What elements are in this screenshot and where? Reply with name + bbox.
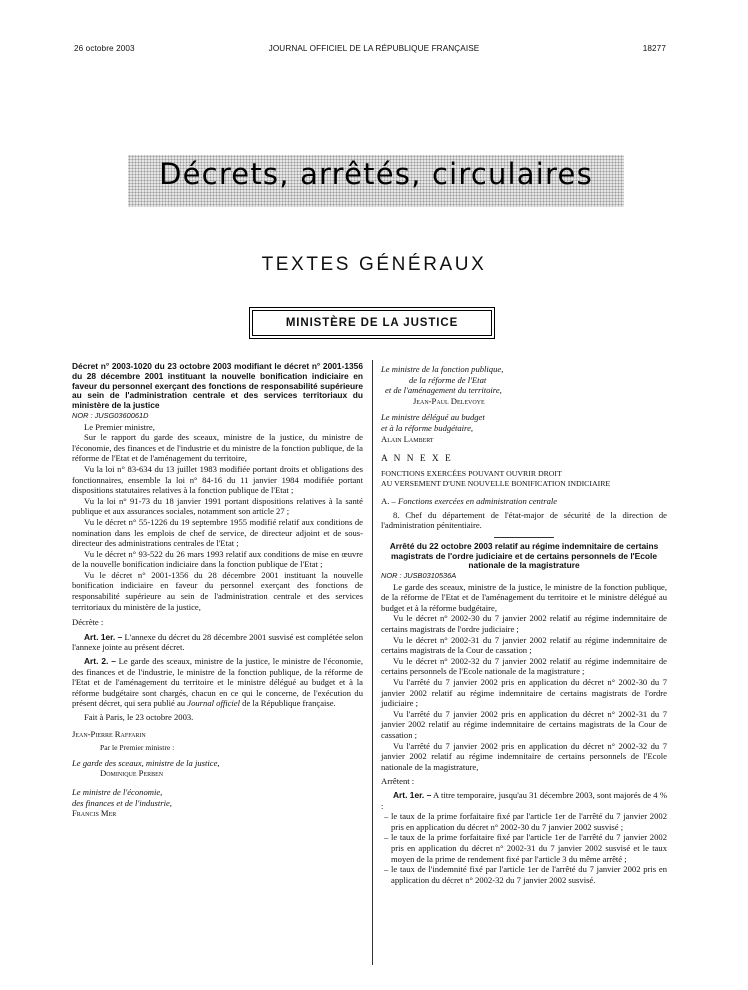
article-1 [381, 790, 667, 811]
minister-title: Le ministre de l'économie, [72, 786, 163, 797]
list-item: – le taux de la prime forfaitaire fixé par l'article 1er de l'arrêté du 7 janvier 2002 pris en application du décret n° 2002-31 du 7 janvier 2002 susvisé et le taux moyen de la prime de rendement fixé par l'article 3 du même arrêté ; [384, 832, 667, 864]
left-column [72, 362, 363, 819]
decree-title: Décret n° 2003-1020 du 23 octobre 2003 modifiant le décret n° 2001-1356 du 28 décembre 2001 instituant la nouvelle bonification indiciaire en faveur du personnel exerçant des fonctions de responsabilité supérieure au sein de l'administration centrale et des services territoriaux du ministère de la justice [72, 361, 363, 411]
annex-item: 8. Chef du département de l'état-major de sécurité de la direction de l'administration pénitentiaire. [381, 509, 667, 531]
article-text: L'annexe du décret du 28 décembre 2001 susvisé est complétée selon l'annexe jointe au présent décret. [72, 631, 363, 653]
arretent-label: Arrêtent : [381, 776, 415, 787]
banner-title: Décrets, arrêtés, circulaires [159, 157, 593, 191]
section-banner [128, 155, 624, 207]
signature-minister: Dominique Perben [100, 768, 164, 779]
minister-title: Le ministre délégué au budget [381, 412, 485, 423]
article-label: Art. 2. – [84, 656, 116, 667]
paragraph: Vu l'arrêté du 7 janvier 2002 pris en application du décret n° 2002-31 du 7 janvier 2002 relatif au régime indemnitaire de certains magistrats de la Cour de cassation ; [381, 708, 667, 741]
minister-title: et de l'aménagement du territoire, [385, 385, 502, 396]
section-title: TEXTES GÉNÉRAUX [261, 254, 487, 275]
article-text: de la République française. [242, 698, 336, 709]
paragraph: Le garde des sceaux, ministre de la justice, le ministre de la fonction publique, de la réforme de l'Etat et de l'aménagement du territoire et le ministre délégué au budget et à la réforme budgétaire, [381, 581, 667, 613]
signature-prime-minister: Jean-Pierre Raffarin [72, 728, 146, 739]
ministry-box [252, 310, 492, 336]
journal-title: JOURNAL OFFICIEL DE LA RÉPUBLIQUE FRANÇAISE [268, 44, 480, 53]
minister-title: de la réforme de l'Etat [409, 374, 487, 385]
annex-heading: A N N E X E [381, 454, 453, 465]
article-1 [72, 632, 363, 653]
paragraph: Vu le décret n° 2002-30 du 7 janvier 2002 relatif au régime indemnitaire de certains magistrats de l'ordre judiciaire ; [381, 613, 667, 635]
paragraph: Vu l'arrêté du 7 janvier 2002 pris en application du décret n° 2002-30 du 7 janvier 2002 relatif au régime indemnitaire de certains magistrats de l'ordre judiciaire ; [381, 677, 667, 709]
signature-minister: Alain Lambert [381, 433, 434, 444]
signature-minister: Francis Mer [72, 808, 117, 819]
column-divider [372, 360, 373, 965]
section-prefix: A. – [381, 495, 396, 506]
arrete-title: Arrêté du 22 octobre 2003 relatif au régime indemnitaire de certains magistrats de l'ordre judiciaire et de certains personnels de l'Ecole nationale de la magistrature [389, 540, 659, 571]
journal-reference: Journal officiel [187, 698, 241, 709]
paragraph: Vu le décret n° 2002-31 du 7 janvier 2002 relatif au régime indemnitaire de certains magistrats de la Cour de cassation ; [381, 634, 667, 656]
decrete-label: Décrète : [72, 617, 104, 628]
paragraph: Le Premier ministre, [84, 421, 155, 432]
list-item: – le taux de la prime forfaitaire fixé par l'article 1er de l'arrêté du 7 janvier 2002 pris en application du décret n° 2002-30 du 7 janvier 2002 susvisé ; [384, 811, 667, 832]
annex-section [381, 496, 667, 507]
article-label: Art. 1er. – [393, 789, 432, 800]
page-number: 18277 [642, 44, 666, 53]
signing-place-date: Fait à Paris, le 23 octobre 2003. [84, 712, 194, 723]
minister-title: et à la réforme budgétaire, [381, 422, 474, 433]
paragraph: Vu la loi n° 83-634 du 13 juillet 1983 modifiée portant droits et obligations des fonctionnaires, ensemble la loi n° 84-16 du 11 janvier 1984 modifiée portant dispositions statutaires relatives à la fonction publique de l'Etat ; [72, 463, 363, 496]
article-2 [72, 656, 363, 709]
paragraph: Vu la loi n° 91-73 du 18 janvier 1991 portant dispositions relatives à la santé publique et aux assurances sociales, notamment son article 27 ; [72, 495, 363, 517]
list-item: – le taux de l'indemnité fixé par l'article 1er de l'arrêté du 7 janvier 2002 pris en application du décret n° 2002-32 du 7 janvier 2002 susvisé. [384, 864, 667, 885]
right-column [381, 364, 667, 885]
header-date: 26 octobre 2003 [74, 44, 135, 53]
minister-title: Le ministre de la fonction publique, [381, 364, 504, 374]
separator [494, 537, 554, 538]
minister-title: des finances et de l'industrie, [72, 797, 172, 808]
paragraph: Vu le décret n° 93-522 du 26 mars 1993 relatif aux conditions de mise en œuvre de la nouvelle bonification indiciaire dans la fonction publique de l'Etat ; [72, 548, 363, 570]
by-prime-minister: Par le Premier ministre : [100, 743, 175, 753]
article-text: Le garde des sceaux, ministre de la justice, le ministre de l'économie, des finances et de l'industrie, le ministre de la fonction publique, de la réforme de l'Etat et de l'aménagement du territoire et le ministre délégué au budget et à la réforme budgétaire sont chargés, chacun en ce qui le concerne, de l'exécution du présent décret, qui sera publié au [72, 656, 363, 709]
article-text: A titre temporaire, jusqu'au 31 décembre 2003, sont majorés de 4 % : [381, 789, 667, 811]
ministry-label: MINISTÈRE DE LA JUSTICE [285, 317, 459, 329]
article-label: Art. 1er. – [84, 631, 123, 642]
paragraph: Vu le décret n° 2001-1356 du 28 décembre 2001 instituant la nouvelle bonification indiciaire en faveur du personnel exerçant des fonctions de responsabilité supérieure au sein de l'administration centrale et des services territoriaux du ministère de la justice, [72, 569, 363, 612]
annex-subtitle: FONCTIONS EXERCÉES POUVANT OUVRIR DROIT [381, 468, 562, 478]
annex-subtitle: AU VERSEMENT D'UNE NOUVELLE BONIFICATION INDICIAIRE [381, 479, 611, 489]
signature-minister: Jean-Paul Delevoye [413, 395, 485, 406]
minister-title: Le garde des sceaux, ministre de la justice, [72, 757, 220, 768]
paragraph: Vu le décret n° 2002-32 du 7 janvier 2002 relatif au régime indemnitaire de certains personnels de l'Ecole nationale de la magistrature ; [381, 655, 667, 677]
paragraph: Vu l'arrêté du 7 janvier 2002 pris en application du décret n° 2002-32 du 7 janvier 2002 relatif au régime indemnitaire de certains personnels de l'Ecole nationale de la magistrature, [381, 740, 667, 772]
paragraph: Sur le rapport du garde des sceaux, ministre de la justice, du ministre de l'économie, des finances et de l'industrie et du ministre de la fonction publique, de la réforme de l'Etat et de l'aménagement du territoire, [72, 432, 363, 464]
decree-nor: NOR : JUSG0360061D [72, 410, 149, 420]
arrete-nor: NOR : JUSB0310536A [381, 571, 457, 581]
paragraph: Vu le décret n° 55-1226 du 19 septembre 1955 modifié relatif aux conditions de nomination dans les emplois de chef de service, de directeur adjoint et de sous-directeur des administrations centrales de l'Etat ; [72, 516, 363, 549]
section-label: Fonctions exercées en administration centrale [397, 495, 558, 506]
